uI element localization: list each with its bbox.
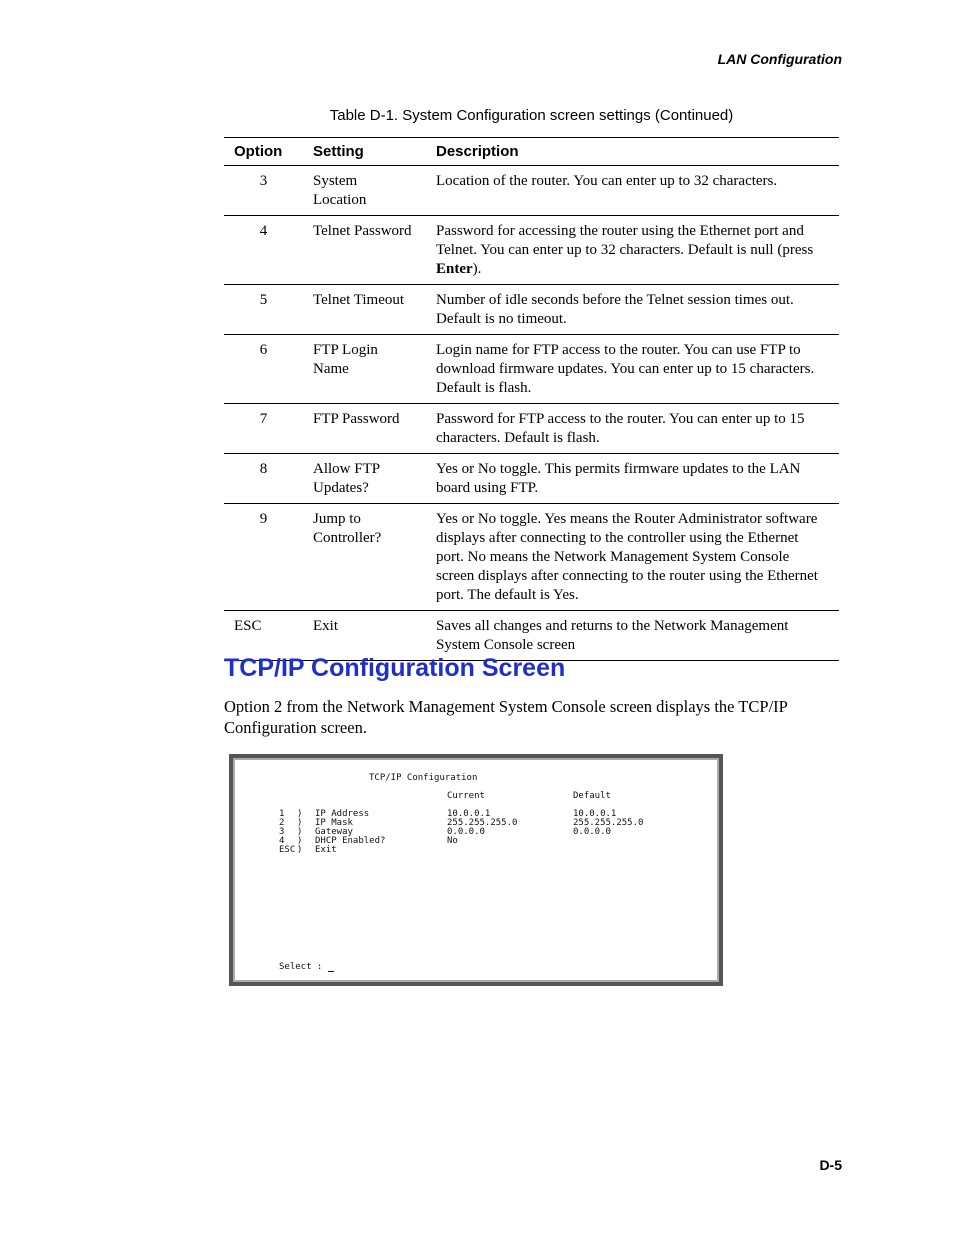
- table-row: [224, 454, 839, 504]
- terminal-item-key: 1: [279, 809, 285, 819]
- setting-cell: Telnet Timeout: [303, 285, 426, 335]
- terminal-cursor: [328, 963, 334, 972]
- option-cell: 9: [224, 504, 303, 611]
- intro-paragraph: Option 2 from the Network Management System Console screen displays the TCP/IP Configuration screen.: [224, 697, 788, 737]
- table-row: [224, 335, 839, 404]
- setting-cell: FTP Password: [303, 404, 426, 454]
- terminal-item-sep: ): [297, 836, 303, 846]
- option-cell: 8: [224, 454, 303, 504]
- setting-cell: System Location: [303, 166, 426, 216]
- section-title: TCP/IP Configuration Screen: [224, 654, 566, 682]
- page-number: D-5: [819, 1157, 842, 1173]
- setting-cell: FTP Login Name: [303, 335, 426, 404]
- description-text: ).: [472, 261, 482, 277]
- column-header-setting: Setting: [303, 138, 426, 166]
- terminal-item-default: 255.255.255.0: [573, 818, 644, 828]
- table-caption: Table D-1. System Configuration screen settings (Continued): [329, 107, 734, 124]
- option-cell: 7: [224, 404, 303, 454]
- table-row: [224, 216, 839, 285]
- description-cell: Yes or No toggle. Yes means the Router Administrator software displays after connecting to the controller using the Ethernet port. No means the Network Management System Console screen displays after connecting to the router using the Ethernet port. The default is Yes.: [426, 504, 839, 611]
- option-cell: 6: [224, 335, 303, 404]
- terminal-item-key: ESC: [279, 845, 296, 855]
- terminal-item-label: IP Mask: [315, 818, 353, 828]
- table-header-row: [224, 138, 839, 166]
- column-header-option: Option: [224, 138, 303, 166]
- terminal-item-key: 2: [279, 818, 285, 828]
- settings-table: [224, 137, 839, 661]
- terminal-item-label: Gateway: [315, 827, 353, 837]
- terminal-item-label: IP Address: [315, 809, 370, 819]
- description-cell: Yes or No toggle. This permits firmware updates to the LAN board using FTP.: [426, 454, 839, 504]
- option-cell: ESC: [224, 611, 303, 661]
- option-cell: 4: [224, 216, 303, 285]
- enter-key-label: Enter: [436, 261, 473, 277]
- option-cell: 5: [224, 285, 303, 335]
- terminal-item-default: 10.0.0.1: [573, 809, 617, 819]
- terminal-item-sep: ): [297, 827, 303, 837]
- terminal-item-key: 4: [279, 836, 285, 846]
- setting-cell: Telnet Password: [303, 216, 426, 285]
- running-header: LAN Configuration: [717, 51, 842, 67]
- terminal-column-default: Default: [573, 791, 611, 801]
- description-cell: Password for FTP access to the router. You can enter up to 15 characters. Default is flash.: [426, 404, 839, 454]
- terminal-item-current: 0.0.0.0: [447, 827, 485, 837]
- table-row: [224, 285, 839, 335]
- terminal-screenshot: [229, 754, 723, 986]
- terminal-item-key: 3: [279, 827, 285, 837]
- terminal-item-sep: ): [297, 809, 303, 819]
- description-cell: Number of idle seconds before the Telnet session times out. Default is no timeout.: [426, 285, 839, 335]
- setting-cell: Allow FTP Updates?: [303, 454, 426, 504]
- terminal-prompt: [279, 963, 334, 972]
- column-header-description: Description: [426, 138, 839, 166]
- setting-cell: Jump to Controller?: [303, 504, 426, 611]
- table-row: [224, 504, 839, 611]
- description-text: Password for accessing the router using the Ethernet port and Telnet. You can enter up to 32 characters. Default is null (press: [436, 223, 814, 258]
- option-cell: 3: [224, 166, 303, 216]
- setting-cell: Exit: [303, 611, 426, 661]
- table-row: [224, 404, 839, 454]
- terminal-column-current: Current: [447, 791, 485, 801]
- terminal-title: TCP/IP Configuration: [369, 773, 478, 783]
- table-row: [224, 166, 839, 216]
- terminal-prompt-label: Select :: [279, 962, 323, 972]
- terminal-item-current: 10.0.0.1: [447, 809, 491, 819]
- description-cell: [426, 216, 839, 285]
- description-cell: Saves all changes and returns to the Network Management System Console screen: [426, 611, 839, 661]
- terminal-item-sep: ): [297, 845, 303, 855]
- terminal-item-label: DHCP Enabled?: [315, 836, 386, 846]
- terminal-item-sep: ): [297, 818, 303, 828]
- description-cell: Login name for FTP access to the router. You can use FTP to download firmware updates. You can enter up to 15 characters. Default is flash.: [426, 335, 839, 404]
- terminal-item-label: Exit: [315, 845, 337, 855]
- description-cell: Location of the router. You can enter up to 32 characters.: [426, 166, 839, 216]
- terminal-item-current: 255.255.255.0: [447, 818, 518, 828]
- terminal-item-current: No: [447, 836, 458, 846]
- terminal-item-default: 0.0.0.0: [573, 827, 611, 837]
- table-row: [224, 611, 839, 661]
